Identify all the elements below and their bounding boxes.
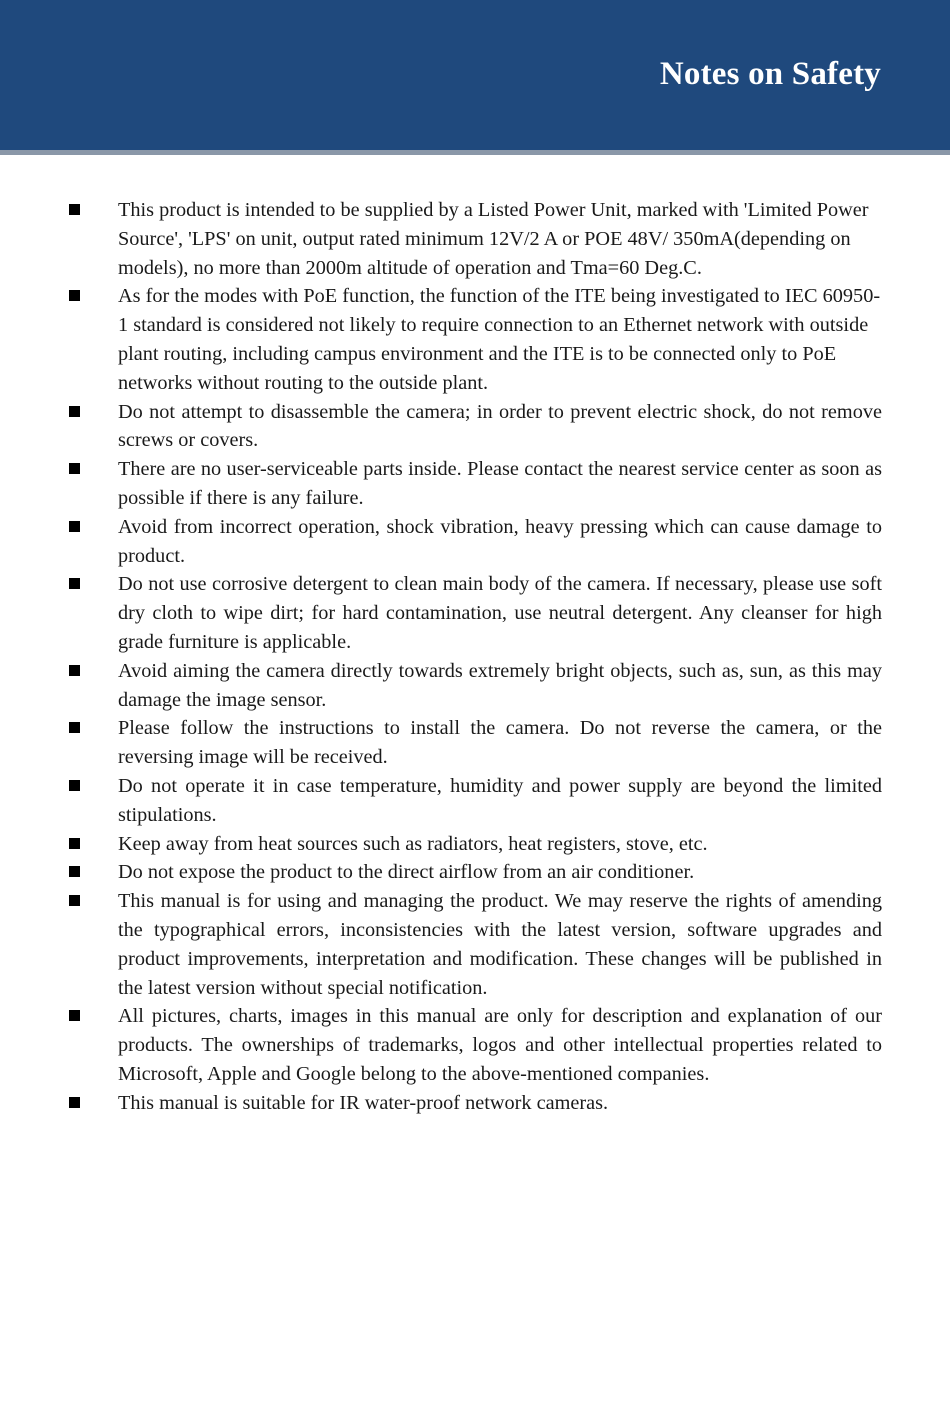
list-item [0,657,950,715]
square-bullet-icon [69,1097,80,1108]
list-item [0,196,950,282]
note-text: All pictures, charts, images in this manual are only for description and explanation of our products. The ownerships of trademarks, logos and other intellectual properties related to Microsoft, Apple and Google belong to the above-mentioned companies. [118,1005,882,1085]
list-item [0,282,950,397]
list-item [0,455,950,513]
square-bullet-icon [69,521,80,532]
square-bullet-icon [69,463,80,474]
list-item [0,1089,950,1118]
square-bullet-icon [69,290,80,301]
note-text: This manual is for using and managing the product. We may reserve the rights of amending the typographical errors, inconsistencies with the latest version, software upgrades and product improvements, interpretation and modification. These changes will be published in the latest version without special notification. [118,890,882,999]
note-text: Keep away from heat sources such as radiators, heat registers, stove, etc. [118,832,708,855]
square-bullet-icon [69,578,80,589]
header-band [0,0,950,150]
list-item [0,772,950,830]
page-title: Notes on Safety [659,56,881,92]
note-text: Do not operate it in case temperature, humidity and power supply are beyond the limited stipulations. [118,774,882,826]
square-bullet-icon [69,1010,80,1021]
note-text: Avoid from incorrect operation, shock vibration, heavy pressing which can cause damage to product. [118,515,882,567]
list-item [0,887,950,1002]
note-text: There are no user-serviceable parts inside. Please contact the nearest service center as soon as possible if there is any failure. [118,458,882,509]
list-item [0,1002,950,1088]
square-bullet-icon [69,406,80,417]
square-bullet-icon [69,866,80,877]
note-text: This product is intended to be supplied by a Listed Power Unit, marked with 'Limited Power Source', 'LPS' on unit, output rated minimum 12V/2 A or POE 48V/ 350mA(depending on models), no more than 2000m altitude of operation and Tma=60 Deg.C. [118,199,869,279]
list-item [0,858,950,887]
square-bullet-icon [69,722,80,733]
note-text: Please follow the instructions to install the camera. Do not reverse the camera, or the reversing image will be received. [118,717,882,769]
square-bullet-icon [69,665,80,676]
note-text: As for the modes with PoE function, the function of the ITE being investigated to IEC 60950-1 standard is considered not likely to require connection to an Ethernet network with outside plant routing, including campus environment and the ITE is to be connected only to PoE networks without routing to the outside plant. [118,285,881,394]
header-divider [0,150,950,155]
list-item [0,513,950,571]
square-bullet-icon [69,204,80,215]
list-item [0,830,950,859]
safety-notes-list [0,196,950,1118]
list-item [0,714,950,772]
square-bullet-icon [69,838,80,849]
note-text: This manual is suitable for IR water-proof network cameras. [118,1091,609,1114]
note-text: Do not attempt to disassemble the camera; in order to prevent electric shock, do not remove screws or covers. [118,400,882,452]
note-text: Do not use corrosive detergent to clean main body of the camera. If necessary, please use soft dry cloth to wipe dirt; for hard contamination, use neutral detergent. Any cleanser for high grade furniture is applicable. [118,573,882,653]
list-item [0,398,950,456]
list-item [0,570,950,656]
note-text: Avoid aiming the camera directly towards extremely bright objects, such as, sun, as this may damage the image sensor. [118,659,882,711]
square-bullet-icon [69,895,80,906]
note-text: Do not expose the product to the direct airflow from an air conditioner. [118,861,695,884]
square-bullet-icon [69,780,80,791]
